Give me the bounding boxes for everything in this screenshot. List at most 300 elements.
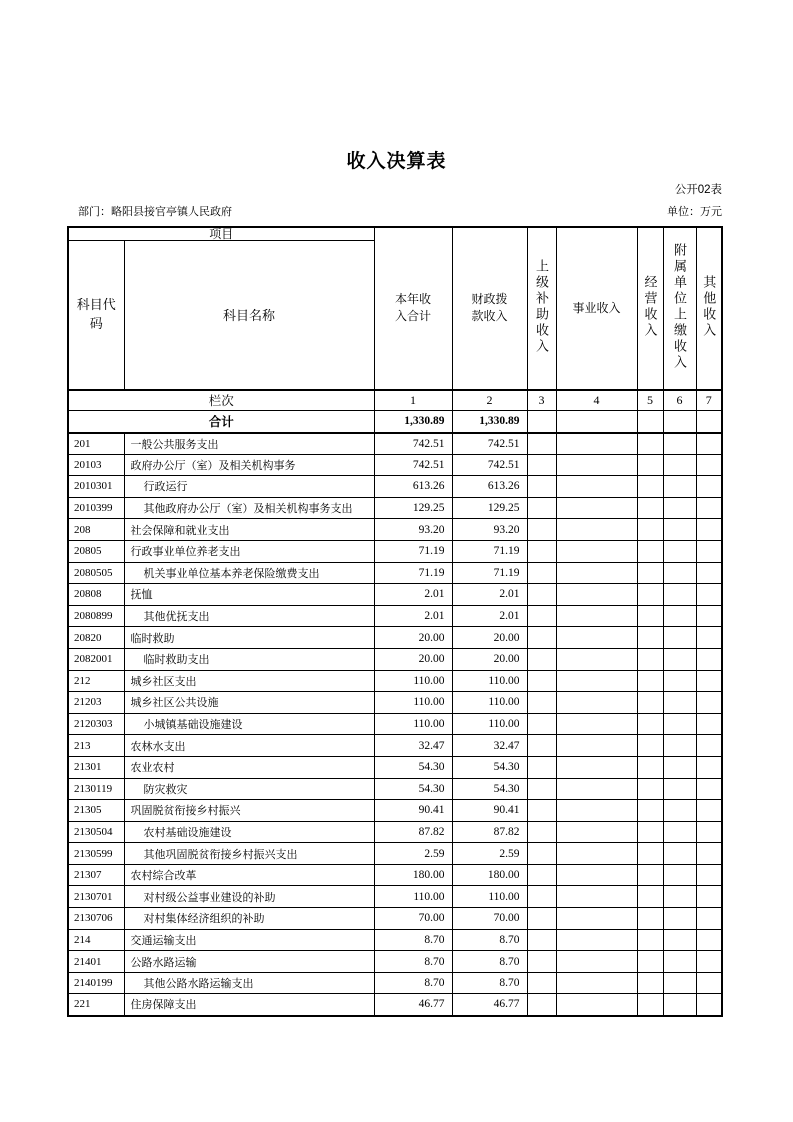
table-row <box>68 497 722 519</box>
subject-name-cell: 交通运输支出 <box>124 929 374 951</box>
subject-code-cell: 2080505 <box>68 562 124 584</box>
total-year-income-cell: 20.00 <box>374 648 452 670</box>
header-col-total-year-text: 本年收入合计 <box>395 292 432 324</box>
empty-cell <box>696 627 722 649</box>
empty-cell <box>556 843 637 865</box>
total-year-income-cell: 90.41 <box>374 800 452 822</box>
total-year-income-cell: 32.47 <box>374 735 452 757</box>
fiscal-income-cell: 70.00 <box>452 908 527 930</box>
public-table-label: 公开02表 <box>674 184 722 196</box>
lanci-3: 3 <box>527 390 556 411</box>
empty-cell <box>556 756 637 778</box>
total-year-income-cell: 70.00 <box>374 908 452 930</box>
empty-cell <box>637 886 663 908</box>
header-col-other <box>696 227 722 390</box>
empty-cell <box>527 648 556 670</box>
subject-code-cell: 214 <box>68 929 124 951</box>
fiscal-income-cell: 54.30 <box>452 756 527 778</box>
empty-cell <box>663 886 696 908</box>
total-empty-3 <box>527 411 556 433</box>
total-year-income-cell: 110.00 <box>374 692 452 714</box>
empty-cell <box>556 562 637 584</box>
empty-cell <box>527 735 556 757</box>
empty-cell <box>663 692 696 714</box>
header-col-operating <box>637 227 663 390</box>
empty-cell <box>527 994 556 1016</box>
subject-code-cell: 20808 <box>68 584 124 606</box>
empty-cell <box>637 562 663 584</box>
subject-name-cell: 机关事业单位基本养老保险缴费支出 <box>124 562 374 584</box>
header-col-fiscal <box>452 227 527 390</box>
table-row <box>68 670 722 692</box>
empty-cell <box>527 692 556 714</box>
unit-label: 单位：万元 <box>667 206 722 218</box>
table-row <box>68 433 722 455</box>
lanci-2: 2 <box>452 390 527 411</box>
empty-cell <box>663 584 696 606</box>
empty-cell <box>696 562 722 584</box>
header-col-other-text: 其他收入 <box>701 275 717 340</box>
empty-cell <box>556 908 637 930</box>
empty-cell <box>637 756 663 778</box>
subject-name-cell: 抚恤 <box>124 584 374 606</box>
fiscal-income-cell: 8.70 <box>452 972 527 994</box>
empty-cell <box>663 476 696 498</box>
total-year-income-cell: 54.30 <box>374 778 452 800</box>
subject-code-cell: 2010399 <box>68 497 124 519</box>
empty-cell <box>663 951 696 973</box>
empty-cell <box>663 497 696 519</box>
empty-cell <box>696 713 722 735</box>
empty-cell <box>696 584 722 606</box>
total-year-income-cell: 110.00 <box>374 886 452 908</box>
fiscal-income-cell: 110.00 <box>452 713 527 735</box>
total-year-income-cell: 8.70 <box>374 972 452 994</box>
empty-cell <box>696 648 722 670</box>
empty-cell <box>527 433 556 455</box>
subject-code-cell: 2130706 <box>68 908 124 930</box>
subject-code-cell: 2130504 <box>68 821 124 843</box>
subject-code-cell: 20805 <box>68 540 124 562</box>
fiscal-income-cell: 20.00 <box>452 627 527 649</box>
empty-cell <box>663 648 696 670</box>
subject-name-cell: 社会保障和就业支出 <box>124 519 374 541</box>
empty-cell <box>696 454 722 476</box>
empty-cell <box>556 670 637 692</box>
table-row <box>68 886 722 908</box>
empty-cell <box>663 864 696 886</box>
subject-name-cell: 其他公路水路运输支出 <box>124 972 374 994</box>
total-year-income-cell: 613.26 <box>374 476 452 498</box>
empty-cell <box>637 800 663 822</box>
total-year-income-cell: 71.19 <box>374 540 452 562</box>
subject-code-cell: 20103 <box>68 454 124 476</box>
table-row <box>68 605 722 627</box>
fiscal-income-cell: 613.26 <box>452 476 527 498</box>
total-year-income-cell: 742.51 <box>374 454 452 476</box>
fiscal-income-cell: 8.70 <box>452 929 527 951</box>
empty-cell <box>663 433 696 455</box>
empty-cell <box>556 605 637 627</box>
empty-cell <box>556 972 637 994</box>
subject-code-cell: 2010301 <box>68 476 124 498</box>
empty-cell <box>696 821 722 843</box>
subject-name-cell: 其他政府办公厅（室）及相关机构事务支出 <box>124 497 374 519</box>
table-row <box>68 519 722 541</box>
subject-name-cell: 农村综合改革 <box>124 864 374 886</box>
table-body <box>68 433 722 1016</box>
subject-code-cell: 201 <box>68 433 124 455</box>
subject-name-cell: 临时救助支出 <box>124 648 374 670</box>
lanci-4: 4 <box>556 390 637 411</box>
empty-cell <box>556 648 637 670</box>
empty-cell <box>527 562 556 584</box>
empty-cell <box>696 735 722 757</box>
empty-cell <box>556 692 637 714</box>
total-label: 合计 <box>68 411 374 433</box>
subject-code-cell: 212 <box>68 670 124 692</box>
empty-cell <box>527 929 556 951</box>
empty-cell <box>556 800 637 822</box>
empty-cell <box>637 972 663 994</box>
meta-row <box>68 203 722 219</box>
total-year-income-cell: 8.70 <box>374 929 452 951</box>
subject-name-cell: 防灾救灾 <box>124 778 374 800</box>
empty-cell <box>637 994 663 1016</box>
table-row <box>68 929 722 951</box>
subject-name-cell: 其他巩固脱贫衔接乡村振兴支出 <box>124 843 374 865</box>
empty-cell <box>527 605 556 627</box>
total-year-income-cell: 110.00 <box>374 670 452 692</box>
empty-cell <box>637 454 663 476</box>
fiscal-income-cell: 110.00 <box>452 886 527 908</box>
table-row <box>68 951 722 973</box>
fiscal-income-cell: 20.00 <box>452 648 527 670</box>
header-col-business: 事业收入 <box>556 227 637 390</box>
empty-cell <box>556 929 637 951</box>
fiscal-income-cell: 87.82 <box>452 821 527 843</box>
empty-cell <box>696 994 722 1016</box>
total-row <box>68 411 722 433</box>
subject-code-cell: 221 <box>68 994 124 1016</box>
empty-cell <box>696 605 722 627</box>
empty-cell <box>527 497 556 519</box>
fiscal-income-cell: 2.01 <box>452 605 527 627</box>
empty-cell <box>527 584 556 606</box>
empty-cell <box>637 648 663 670</box>
empty-cell <box>663 713 696 735</box>
empty-cell <box>556 951 637 973</box>
department-line <box>68 203 232 219</box>
subject-name-cell: 公路水路运输 <box>124 951 374 973</box>
header-subject-code-text: 科目代码 <box>76 297 116 331</box>
subject-name-cell: 政府办公厅（室）及相关机构事务 <box>124 454 374 476</box>
subject-code-cell: 213 <box>68 735 124 757</box>
empty-cell <box>527 800 556 822</box>
table-row <box>68 627 722 649</box>
fiscal-income-cell: 93.20 <box>452 519 527 541</box>
table-row <box>68 562 722 584</box>
subject-code-cell: 21301 <box>68 756 124 778</box>
empty-cell <box>663 994 696 1016</box>
empty-cell <box>663 908 696 930</box>
lanci-label: 栏次 <box>68 390 374 411</box>
empty-cell <box>637 433 663 455</box>
table-row <box>68 994 722 1016</box>
empty-cell <box>637 735 663 757</box>
total-year-income-cell: 2.59 <box>374 843 452 865</box>
empty-cell <box>637 929 663 951</box>
subject-name-cell: 小城镇基础设施建设 <box>124 713 374 735</box>
total-year-income-cell: 2.01 <box>374 584 452 606</box>
subject-name-cell: 农业农村 <box>124 756 374 778</box>
subject-name-cell: 城乡社区公共设施 <box>124 692 374 714</box>
total-value-2: 1,330.89 <box>452 411 527 433</box>
empty-cell <box>637 692 663 714</box>
empty-cell <box>556 735 637 757</box>
subject-name-cell: 农林水支出 <box>124 735 374 757</box>
empty-cell <box>696 778 722 800</box>
subject-name-cell: 对村集体经济组织的补助 <box>124 908 374 930</box>
fiscal-income-cell: 46.77 <box>452 994 527 1016</box>
empty-cell <box>527 670 556 692</box>
table-row <box>68 778 722 800</box>
header-col-total-year <box>374 227 452 390</box>
empty-cell <box>663 627 696 649</box>
subject-name-cell: 行政事业单位养老支出 <box>124 540 374 562</box>
empty-cell <box>637 951 663 973</box>
empty-cell <box>556 433 637 455</box>
fiscal-income-cell: 129.25 <box>452 497 527 519</box>
fiscal-income-cell: 2.01 <box>452 584 527 606</box>
empty-cell <box>637 584 663 606</box>
header-col-fiscal-text: 财政拨款收入 <box>471 292 508 324</box>
empty-cell <box>527 778 556 800</box>
lanci-1: 1 <box>374 390 452 411</box>
subject-name-cell: 对村级公益事业建设的补助 <box>124 886 374 908</box>
fiscal-income-cell: 180.00 <box>452 864 527 886</box>
header-col-superior-text: 上级补助收入 <box>534 259 550 356</box>
total-empty-5 <box>637 411 663 433</box>
empty-cell <box>696 843 722 865</box>
table-row <box>68 864 722 886</box>
total-year-income-cell: 2.01 <box>374 605 452 627</box>
empty-cell <box>527 540 556 562</box>
empty-cell <box>696 670 722 692</box>
empty-cell <box>527 756 556 778</box>
subject-name-cell: 其他优抚支出 <box>124 605 374 627</box>
header-col-affiliated <box>663 227 696 390</box>
empty-cell <box>663 821 696 843</box>
subject-name-cell: 农村基础设施建设 <box>124 821 374 843</box>
subject-name-cell: 城乡社区支出 <box>124 670 374 692</box>
subject-name-cell: 一般公共服务支出 <box>124 433 374 455</box>
table-row <box>68 648 722 670</box>
fiscal-income-cell: 110.00 <box>452 670 527 692</box>
empty-cell <box>527 843 556 865</box>
subject-code-cell: 21401 <box>68 951 124 973</box>
empty-cell <box>637 821 663 843</box>
empty-cell <box>663 778 696 800</box>
empty-cell <box>696 476 722 498</box>
empty-cell <box>637 497 663 519</box>
table-row <box>68 908 722 930</box>
empty-cell <box>696 497 722 519</box>
subject-code-cell: 2082001 <box>68 648 124 670</box>
empty-cell <box>696 929 722 951</box>
empty-cell <box>556 519 637 541</box>
empty-cell <box>527 519 556 541</box>
fiscal-income-cell: 8.70 <box>452 951 527 973</box>
subject-code-cell: 2120303 <box>68 713 124 735</box>
table-row <box>68 692 722 714</box>
subject-code-cell: 2130701 <box>68 886 124 908</box>
subject-code-cell: 2130599 <box>68 843 124 865</box>
total-year-income-cell: 54.30 <box>374 756 452 778</box>
empty-cell <box>696 972 722 994</box>
lanci-5: 5 <box>637 390 663 411</box>
empty-cell <box>663 735 696 757</box>
empty-cell <box>556 864 637 886</box>
table-row <box>68 735 722 757</box>
subject-code-cell: 21203 <box>68 692 124 714</box>
header-subject-name: 科目名称 <box>124 241 374 390</box>
table-row <box>68 584 722 606</box>
total-year-income-cell: 129.25 <box>374 497 452 519</box>
lanci-6: 6 <box>663 390 696 411</box>
empty-cell <box>663 605 696 627</box>
table-row <box>68 843 722 865</box>
fiscal-income-cell: 32.47 <box>452 735 527 757</box>
empty-cell <box>527 886 556 908</box>
empty-cell <box>663 454 696 476</box>
empty-cell <box>527 821 556 843</box>
column-index-row <box>68 390 722 411</box>
table-row <box>68 800 722 822</box>
empty-cell <box>663 843 696 865</box>
subject-code-cell: 21305 <box>68 800 124 822</box>
empty-cell <box>637 540 663 562</box>
total-empty-4 <box>556 411 637 433</box>
department-label: 部门： <box>78 206 111 218</box>
fiscal-income-cell: 2.59 <box>452 843 527 865</box>
subject-name-cell: 行政运行 <box>124 476 374 498</box>
total-value-1: 1,330.89 <box>374 411 452 433</box>
empty-cell <box>527 972 556 994</box>
header-col-superior <box>527 227 556 390</box>
empty-cell <box>663 519 696 541</box>
page-title: 收入决算表 <box>346 151 447 172</box>
table-row <box>68 756 722 778</box>
fiscal-income-cell: 742.51 <box>452 433 527 455</box>
department-value: 略阳县接官亭镇人民政府 <box>111 206 232 218</box>
empty-cell <box>637 908 663 930</box>
total-year-income-cell: 180.00 <box>374 864 452 886</box>
empty-cell <box>663 972 696 994</box>
subject-code-cell: 21307 <box>68 864 124 886</box>
header-col-operating-text: 经营收入 <box>642 275 658 340</box>
empty-cell <box>556 454 637 476</box>
header-subject-code <box>68 241 124 390</box>
subject-code-cell: 2140199 <box>68 972 124 994</box>
table-row <box>68 972 722 994</box>
empty-cell <box>663 929 696 951</box>
empty-cell <box>696 886 722 908</box>
empty-cell <box>527 713 556 735</box>
table-row <box>68 476 722 498</box>
empty-cell <box>637 670 663 692</box>
empty-cell <box>556 627 637 649</box>
header-project: 项目 <box>68 227 374 241</box>
empty-cell <box>637 864 663 886</box>
empty-cell <box>696 756 722 778</box>
header-row-project <box>68 227 722 241</box>
fiscal-income-cell: 71.19 <box>452 562 527 584</box>
subject-code-cell: 20820 <box>68 627 124 649</box>
fiscal-income-cell: 54.30 <box>452 778 527 800</box>
empty-cell <box>527 951 556 973</box>
empty-cell <box>556 994 637 1016</box>
empty-cell <box>663 800 696 822</box>
empty-cell <box>556 713 637 735</box>
empty-cell <box>696 692 722 714</box>
empty-cell <box>637 713 663 735</box>
header-col-affiliated-text: 附属单位上缴收入 <box>672 243 688 372</box>
total-year-income-cell: 71.19 <box>374 562 452 584</box>
table-row <box>68 821 722 843</box>
empty-cell <box>637 627 663 649</box>
income-final-accounts-table <box>67 226 723 1017</box>
empty-cell <box>527 454 556 476</box>
empty-cell <box>637 476 663 498</box>
empty-cell <box>663 540 696 562</box>
total-year-income-cell: 46.77 <box>374 994 452 1016</box>
empty-cell <box>556 497 637 519</box>
empty-cell <box>696 951 722 973</box>
subject-name-cell: 巩固脱贫衔接乡村振兴 <box>124 800 374 822</box>
table-row <box>68 713 722 735</box>
fiscal-income-cell: 742.51 <box>452 454 527 476</box>
total-year-income-cell: 742.51 <box>374 433 452 455</box>
empty-cell <box>663 756 696 778</box>
empty-cell <box>663 562 696 584</box>
total-year-income-cell: 8.70 <box>374 951 452 973</box>
empty-cell <box>637 519 663 541</box>
fiscal-income-cell: 110.00 <box>452 692 527 714</box>
total-empty-6 <box>663 411 696 433</box>
empty-cell <box>663 670 696 692</box>
empty-cell <box>696 908 722 930</box>
empty-cell <box>637 605 663 627</box>
empty-cell <box>637 843 663 865</box>
empty-cell <box>527 864 556 886</box>
fiscal-income-cell: 90.41 <box>452 800 527 822</box>
empty-cell <box>696 800 722 822</box>
empty-cell <box>556 476 637 498</box>
lanci-7: 7 <box>696 390 722 411</box>
empty-cell <box>527 908 556 930</box>
subject-code-cell: 2130119 <box>68 778 124 800</box>
empty-cell <box>696 519 722 541</box>
empty-cell <box>556 540 637 562</box>
fiscal-income-cell: 71.19 <box>452 540 527 562</box>
empty-cell <box>527 476 556 498</box>
total-year-income-cell: 110.00 <box>374 713 452 735</box>
total-empty-7 <box>696 411 722 433</box>
empty-cell <box>556 778 637 800</box>
empty-cell <box>556 821 637 843</box>
empty-cell <box>527 627 556 649</box>
